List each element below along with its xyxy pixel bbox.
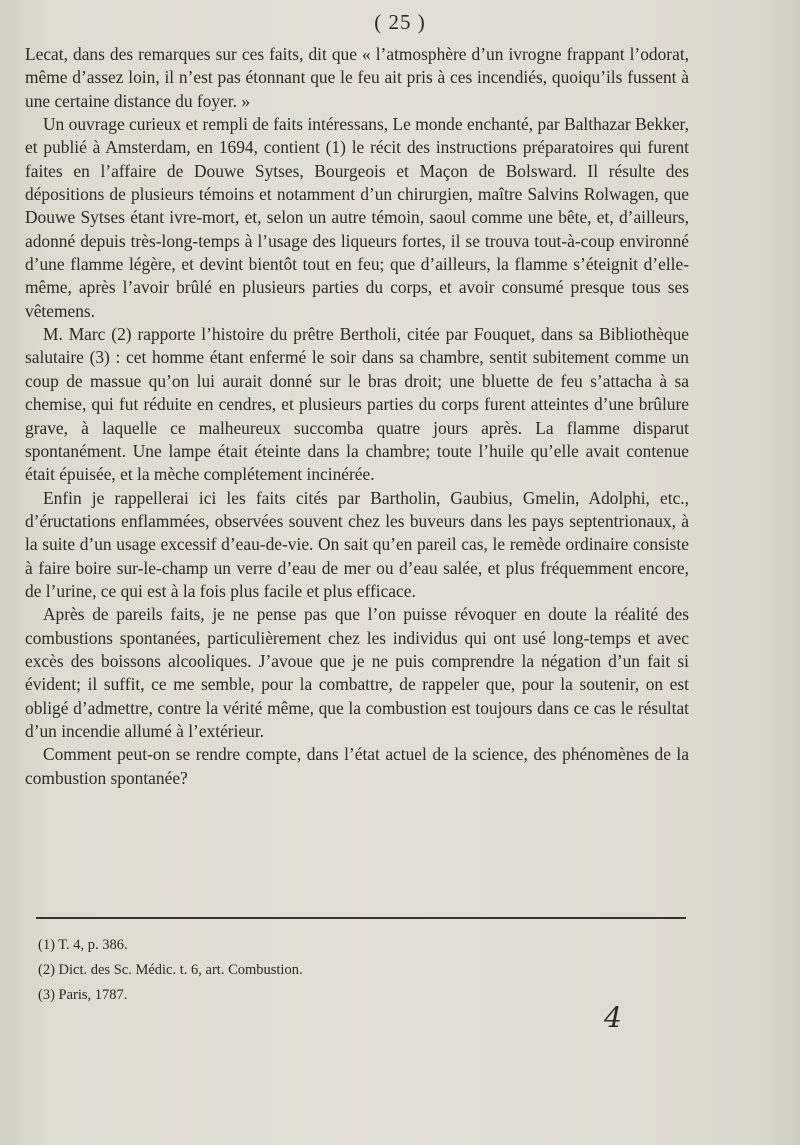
paragraph-6: Comment peut-on se rendre compte, dans l’état actuel de la science, des phénomènes de la combustion spontanée? xyxy=(25,744,689,788)
footnote-3: (3) Paris, 1787. xyxy=(38,987,128,1003)
body-text xyxy=(25,43,689,790)
footnotes xyxy=(38,933,638,1008)
signature-mark: 4 xyxy=(604,1001,622,1034)
paragraph-4: Enfin je rappellerai ici les faits cités par Bartholin, Gaubius, Gmelin, Adolphi, etc., d’éructations enflammées, observées souvent chez les buveurs dans les pays septentrionaux, à la suite d’un usage excessif d’eau-de-vie. On sait qu’en pareil cas, le remède ordinaire consiste à faire boire sur-le-champ un verre d’eau de mer ou d’eau salée, et plus fréquemment encore, de l’urine, ce qui est à la fois plus facile et plus efficace. xyxy=(25,487,689,601)
page-number: ( 25 ) xyxy=(374,10,426,34)
paragraph-5: Après de pareils faits, je ne pense pas que l’on puisse révoquer en doute la réalité des combustions spontanées, particulièrement chez les individus qui ont usé long-temps et avec excès des boissons alcooliques. J’avoue que je ne puis comprendre la négation d’un fait si évident; il suffit, ce me semble, pour la combattre, de rappeler que, pour la soutenir, on est obligé d’admettre, contre la vérité même, que la combustion est toujours dans ce cas le résultat d’un incendie allumé à l’extérieur. xyxy=(25,604,689,741)
footnote-divider xyxy=(36,917,686,919)
paragraph-3: M. Marc (2) rapporte l’histoire du prêtre Bertholi, citée par Fouquet, dans sa Bibliothèque salutaire (3) : cet homme étant enfermé le soir dans sa chambre, sentit subitement comme un coup de massue qu’on lui aurait donné sur le bras droit; une bluette de feu s’attacha à sa chemise, qui fut réduite en cendres, et plusieurs parties du corps furent atteintes d’une brûlure grave, à laquelle ce malheureux succomba quatre jours après. La flamme disparut spontanément. Une lampe était éteinte dans la chambre; toute l’huile qu’elle avait contenue était épuisée, et la mèche complétement incinérée. xyxy=(25,324,689,485)
paragraph-2: Un ouvrage curieux et rempli de faits intéressans, Le monde enchanté, par Balthazar Bekker, et publié à Amsterdam, en 1694, contient (1) le récit des instructions préparatoires qui furent faites en l’affaire de Douwe Sytses, Bourgeois et Maçon de Bolsward. Il résulte des dépositions de plusieurs témoins et notamment d’un chirurgien, maître Salvins Rolwagen, que Douwe Sytses étant ivre-mort, et, selon un autre témoin, saoul comme une bête, et, d’ailleurs, adonné depuis très-long-temps à l’usage des liqueurs fortes, il se trouva tout-à-coup environné d’une flamme légère, et devint bientôt tout en feu; que d’ailleurs, la flamme s’éteignit d’elle-même, après l’avoir brûlé en plusieurs parties du corps, et avoir consumé presque tous ses vêtemens. xyxy=(25,114,689,321)
footnote-1: (1) T. 4, p. 386. xyxy=(38,937,128,953)
footnote-2: (2) Dict. des Sc. Médic. t. 6, art. Combustion. xyxy=(38,962,303,978)
paragraph-1: Lecat, dans des remarques sur ces faits, dit que « l’atmosphère d’un ivrogne frappant l’odorat, même d’assez loin, il n’est pas étonnant que le feu ait pris à ces incendiés, quoiqu’ils fussent à une certaine distance du foyer. » xyxy=(25,44,689,111)
